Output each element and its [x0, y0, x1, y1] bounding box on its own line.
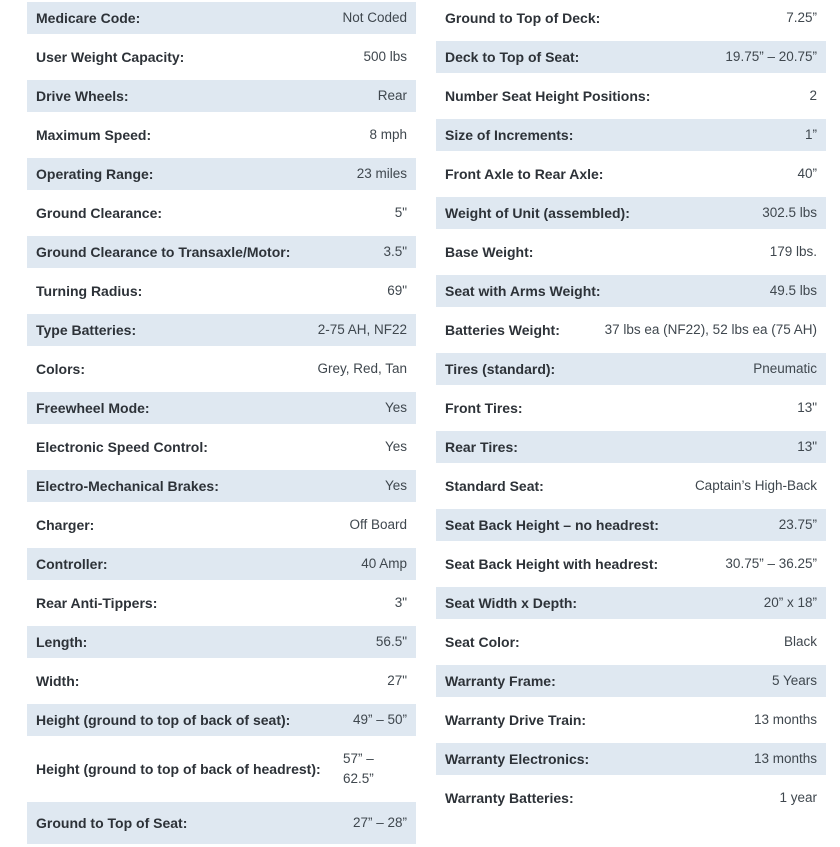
- spec-row: [27, 275, 416, 307]
- spec-value: 37 lbs ea (NF22), 52 lbs ea (75 AH): [604, 322, 817, 337]
- spec-value: 49” – 50”: [352, 712, 407, 727]
- spec-row: [436, 431, 826, 463]
- spec-value: 1 year: [779, 790, 817, 805]
- spec-value: 13": [797, 439, 817, 454]
- spec-label: Turning Radius:: [36, 283, 143, 299]
- spec-value: 3.5": [383, 244, 407, 259]
- spec-label: Medicare Code:: [36, 10, 141, 26]
- spec-label: Front Tires:: [445, 400, 523, 416]
- spec-label: Front Axle to Rear Axle:: [445, 166, 604, 182]
- spec-row: [27, 197, 416, 229]
- spec-value: 20” x 18”: [763, 595, 817, 610]
- spec-value: Yes: [384, 439, 407, 454]
- spec-label: Warranty Frame:: [445, 673, 556, 689]
- spec-row: [436, 353, 826, 385]
- spec-row: [436, 80, 826, 112]
- spec-row: [27, 119, 416, 151]
- spec-row: [436, 314, 826, 346]
- spec-row: [27, 236, 416, 268]
- spec-value: Rear: [377, 88, 407, 103]
- spec-label: Length:: [36, 634, 88, 650]
- spec-row: [27, 548, 416, 580]
- spec-label: Seat Back Height with headrest:: [445, 556, 659, 572]
- spec-label: Weight of Unit (assembled):: [445, 205, 630, 221]
- spec-row: [27, 509, 416, 541]
- spec-row: [436, 704, 826, 736]
- spec-row: [27, 704, 416, 736]
- spec-value: Yes: [384, 478, 407, 493]
- spec-label: Seat Color:: [445, 634, 520, 650]
- spec-value: 179 lbs.: [769, 244, 817, 259]
- spec-value: 19.75” – 20.75”: [725, 49, 817, 64]
- spec-label: Ground Clearance:: [36, 205, 163, 221]
- spec-row: [27, 41, 416, 73]
- spec-value: 40”: [797, 166, 817, 181]
- spec-value: 3": [394, 595, 407, 610]
- spec-label: Rear Anti-Tippers:: [36, 595, 158, 611]
- spec-label: Deck to Top of Seat:: [445, 49, 580, 65]
- spec-label: Height (ground to top of back of headrest):: [36, 761, 321, 777]
- spec-label: Ground to Top of Seat:: [36, 815, 188, 831]
- spec-row: [436, 158, 826, 190]
- spec-label: Ground Clearance to Transaxle/Motor:: [36, 244, 291, 260]
- spec-label: Seat Width x Depth:: [445, 595, 578, 611]
- spec-label: Drive Wheels:: [36, 88, 129, 104]
- spec-row: [27, 392, 416, 424]
- spec-value: 23.75”: [778, 517, 817, 532]
- spec-row: [27, 80, 416, 112]
- spec-row: [27, 470, 416, 502]
- spec-row: [436, 236, 826, 268]
- spec-row: [27, 431, 416, 463]
- spec-value: 30.75” – 36.25”: [725, 556, 817, 571]
- spec-row: [436, 41, 826, 73]
- spec-row: [436, 2, 826, 34]
- spec-row: [27, 314, 416, 346]
- spec-label: Height (ground to top of back of seat):: [36, 712, 291, 728]
- spec-row: [436, 509, 826, 541]
- spec-value: 13": [797, 400, 817, 415]
- spec-value: 13 months: [753, 751, 817, 766]
- spec-value: 57” – 62.5”: [343, 751, 374, 786]
- spec-label: Charger:: [36, 517, 95, 533]
- spec-row: [436, 197, 826, 229]
- spec-value: 5 Years: [771, 673, 817, 688]
- spec-value: Yes: [384, 400, 407, 415]
- spec-value: Black: [783, 634, 817, 649]
- spec-label: Electro-Mechanical Brakes:: [36, 478, 219, 494]
- spec-label: Width:: [36, 673, 80, 689]
- spec-label: Warranty Batteries:: [445, 790, 574, 806]
- spec-row: [436, 119, 826, 151]
- spec-value: 13 months: [753, 712, 817, 727]
- spec-value: Off Board: [349, 517, 407, 532]
- spec-value: 27” – 28”: [352, 815, 407, 830]
- spec-table-right: [436, 2, 826, 821]
- spec-label: Seat with Arms Weight:: [445, 283, 601, 299]
- spec-table-left: [27, 2, 416, 844]
- spec-label: Colors:: [36, 361, 85, 377]
- spec-label: Warranty Electronics:: [445, 751, 590, 767]
- spec-label: Rear Tires:: [445, 439, 518, 455]
- spec-value: 40 Amp: [361, 556, 407, 571]
- spec-row: [27, 587, 416, 619]
- spec-label: Operating Range:: [36, 166, 154, 182]
- spec-value: 56.5": [375, 634, 407, 649]
- spec-value: 69": [387, 283, 407, 298]
- spec-row: [436, 392, 826, 424]
- spec-value: 27": [387, 673, 407, 688]
- spec-label: Base Weight:: [445, 244, 534, 260]
- spec-label: Size of Increments:: [445, 127, 574, 143]
- spec-value: 1”: [804, 127, 817, 142]
- spec-value: 8 mph: [369, 127, 407, 142]
- spec-label: Controller:: [36, 556, 108, 572]
- spec-row: [27, 353, 416, 385]
- spec-row: [436, 587, 826, 619]
- spec-row: [27, 626, 416, 658]
- spec-label: Seat Back Height – no headrest:: [445, 517, 659, 533]
- spec-row: [436, 782, 826, 814]
- spec-label: Tires (standard):: [445, 361, 556, 377]
- spec-value: Not Coded: [342, 10, 407, 25]
- spec-row: [436, 626, 826, 658]
- spec-label: User Weight Capacity:: [36, 49, 185, 65]
- spec-label: Maximum Speed:: [36, 127, 152, 143]
- spec-row: [27, 2, 416, 34]
- spec-label: Freewheel Mode:: [36, 400, 150, 416]
- spec-label: Standard Seat:: [445, 478, 544, 494]
- spec-value: 7.25”: [786, 10, 817, 25]
- spec-value: 5": [394, 205, 407, 220]
- spec-row: [436, 548, 826, 580]
- spec-label: Type Batteries:: [36, 322, 137, 338]
- spec-row: [27, 665, 416, 697]
- spec-label: Warranty Drive Train:: [445, 712, 587, 728]
- spec-row: [436, 470, 826, 502]
- spec-row: [436, 743, 826, 775]
- spec-row: [436, 665, 826, 697]
- spec-row: [27, 802, 416, 844]
- spec-row: [436, 275, 826, 307]
- spec-value: Captain’s High-Back: [694, 478, 817, 493]
- spec-value: 302.5 lbs: [762, 205, 817, 220]
- spec-label: Ground to Top of Deck:: [445, 10, 601, 26]
- spec-value: 23 miles: [356, 166, 407, 181]
- spec-label: Electronic Speed Control:: [36, 439, 208, 455]
- spec-value: 49.5 lbs: [769, 283, 817, 298]
- spec-value: 2-75 AH, NF22: [317, 322, 407, 337]
- spec-row: [27, 158, 416, 190]
- spec-value: Grey, Red, Tan: [317, 361, 407, 376]
- spec-value: Pneumatic: [753, 361, 817, 376]
- spec-value: 2: [809, 88, 817, 103]
- spec-label: Number Seat Height Positions:: [445, 88, 651, 104]
- spec-label: Batteries Weight:: [445, 322, 560, 338]
- spec-row: [27, 743, 416, 795]
- spec-value: 500 lbs: [363, 49, 407, 64]
